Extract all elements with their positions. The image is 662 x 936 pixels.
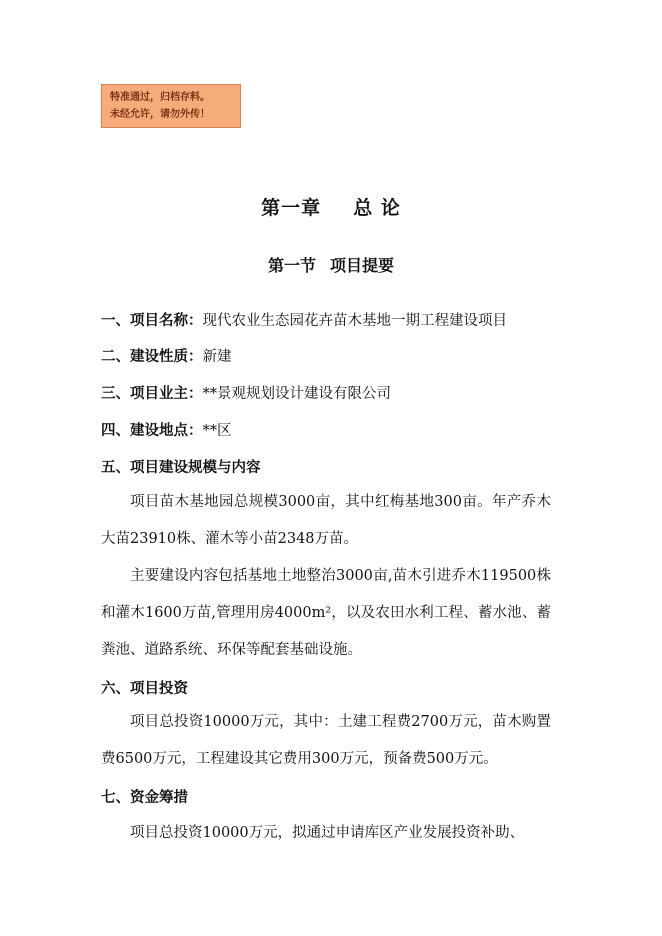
item-project-name: [101, 309, 507, 330]
heading-scale-content: 五、项目建设规模与内容: [101, 460, 261, 476]
item-value: **景观规划设计建设有限公司: [202, 386, 391, 402]
item-construction-nature: [101, 345, 232, 366]
item-label: 四、建设地点：: [101, 423, 203, 439]
item-value: 新建: [202, 349, 232, 365]
paragraph-scale-1: 项目苗木基地园总规模3000亩，其中红梅基地300亩。年产乔木大苗23910株、灌木等小苗2348万苗。: [101, 494, 551, 547]
stamp-line-2: 未经允许，请勿外传！: [110, 109, 210, 120]
approval-stamp: [101, 84, 241, 128]
item-label: 二、建设性质：: [101, 349, 203, 365]
chapter-number: 第一章: [261, 197, 322, 219]
item-label: 三、项目业主：: [101, 386, 203, 402]
paragraph-funding: 项目总投资10000万元，拟通过申请库区产业发展投资补助、: [130, 825, 525, 841]
heading-funding: 七、资金筹措: [101, 790, 188, 806]
stamp-line-1: 特准通过，归档存料。: [110, 92, 210, 103]
paragraph-investment: 项目总投资10000万元，其中：土建工程费2700万元，苗木购置费6500万元，工程建设其它费用300万元，预备费500万元。: [101, 714, 551, 767]
section-title: [0, 253, 662, 276]
heading-investment: 六、项目投资: [101, 681, 188, 697]
item-value: 现代农业生态园花卉苗木基地一期工程建设项目: [202, 313, 507, 329]
section-name: 项目提要: [330, 256, 395, 275]
chapter-title: [0, 193, 662, 220]
section-number: 第一节: [267, 256, 316, 275]
item-label: 一、项目名称：: [101, 313, 203, 329]
chapter-name: 总 论: [353, 197, 401, 219]
paragraph-scale-2: 主要建设内容包括基地土地整治3000亩,苗木引进乔木119500株和灌木1600万苗,管理用房4000m²，以及农田水利工程、蓄水池、蓄粪池、道路系统、环保等配套基础设施。: [101, 568, 551, 658]
item-construction-location: [101, 419, 232, 440]
item-value: **区: [202, 423, 232, 439]
item-project-owner: [101, 382, 391, 403]
